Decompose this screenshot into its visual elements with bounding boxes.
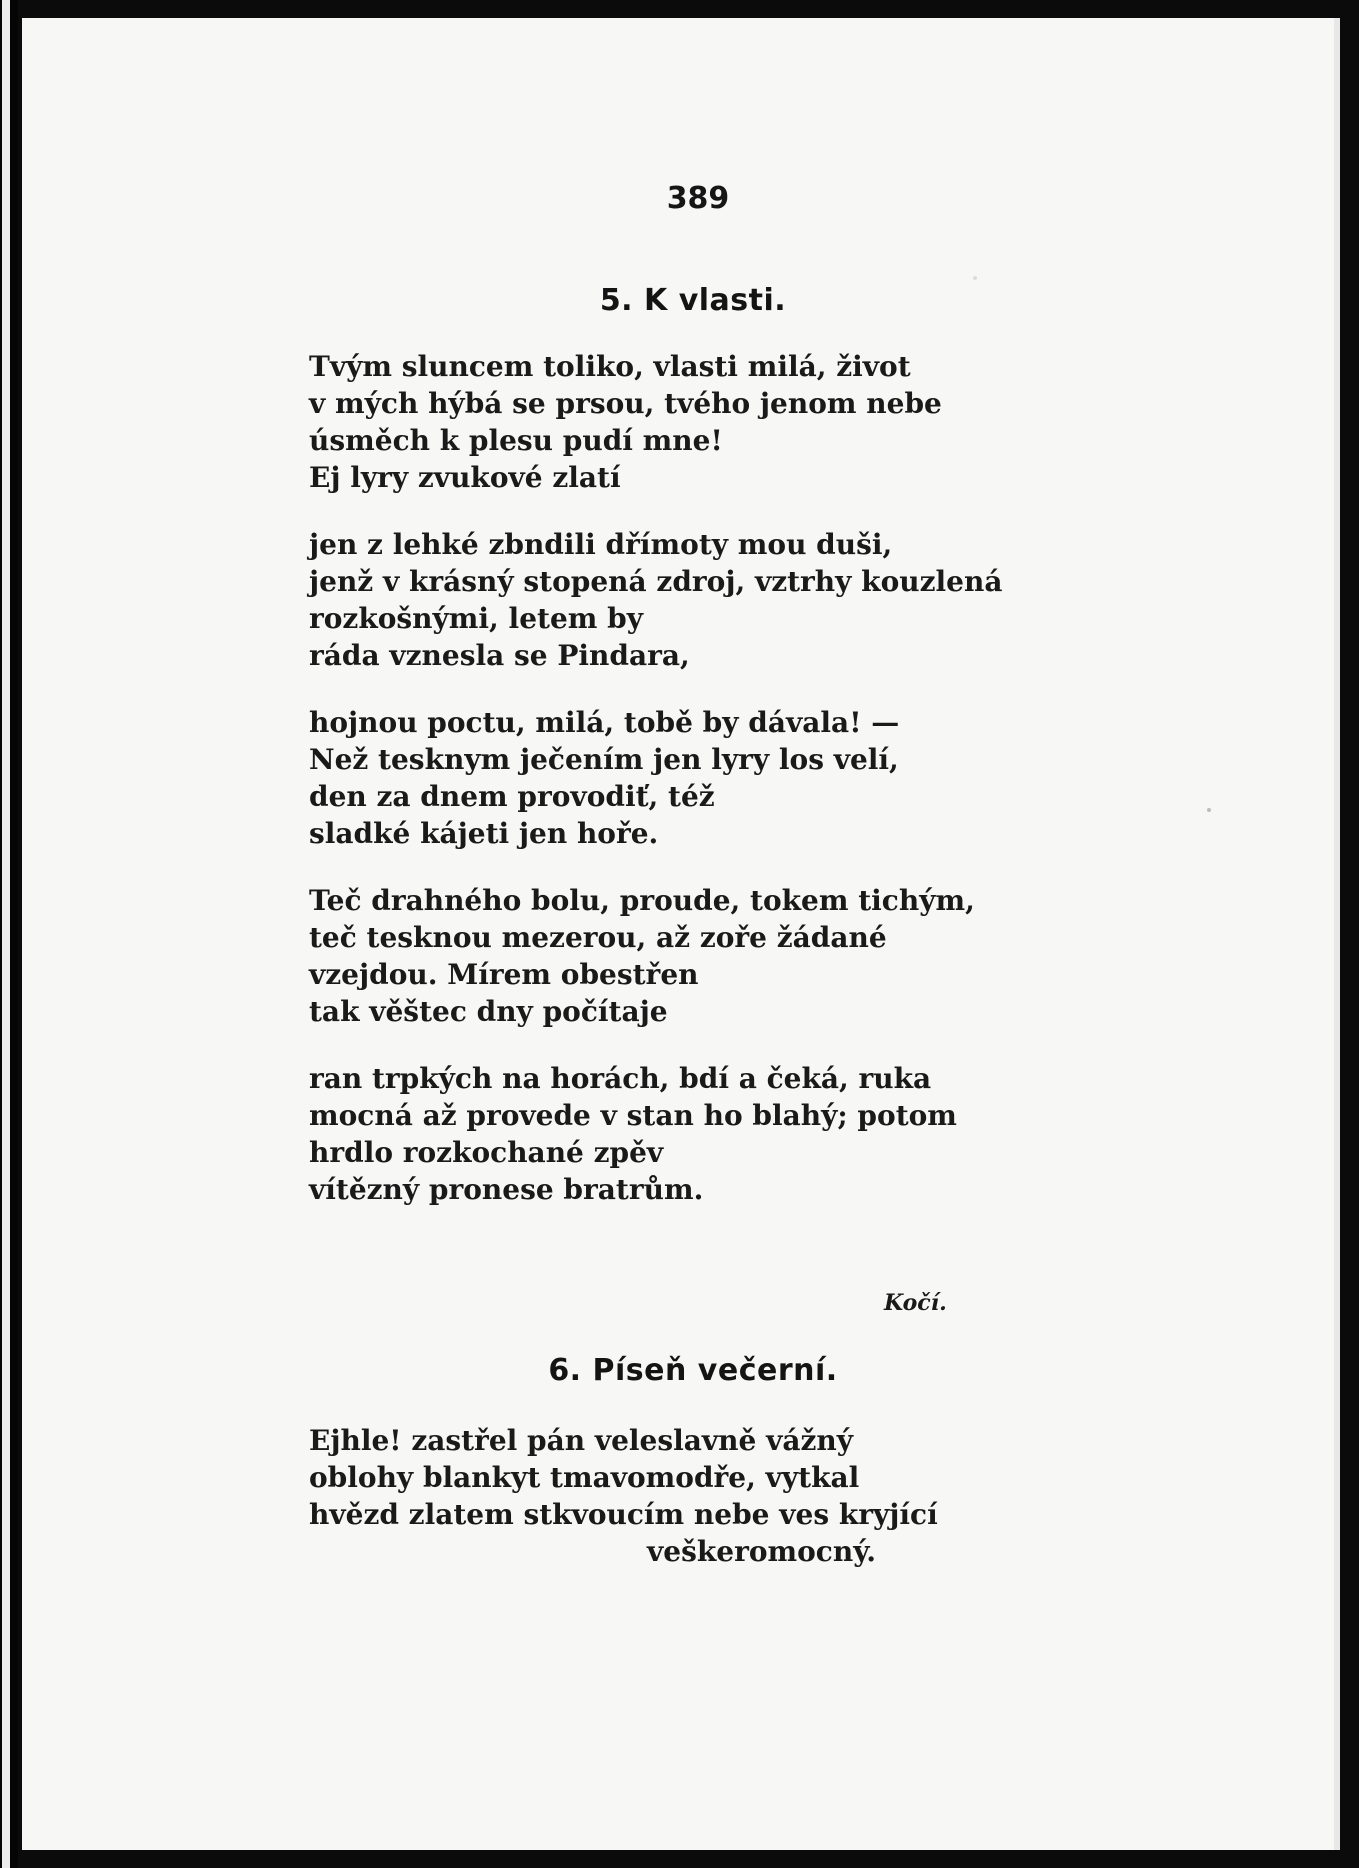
verse-line: vítězný pronese bratrům. <box>309 1173 704 1206</box>
verse-line: tak věštec dny počítaje <box>309 995 668 1028</box>
paper-speck <box>973 276 977 280</box>
scan-left-edge <box>0 0 18 1868</box>
verse-line: Teč drahného bolu, proude, tokem tichým, <box>309 884 975 917</box>
author-signature: Kočí. <box>884 1290 947 1316</box>
verse-line: den za dnem provodiť, též <box>309 780 715 813</box>
stanza-3 <box>309 704 1069 852</box>
verse-line: Ejhle! zastřel pán veleslavně vážný <box>309 1424 854 1457</box>
verse-line: ran trpkých na horách, bdí a čeká, ruka <box>309 1062 932 1095</box>
verse-line: ráda vznesla se Pindara, <box>309 639 690 672</box>
verse-line: hvězd zlatem stkvoucím nebe ves kryjící <box>309 1498 938 1531</box>
verse-line: v mých hýbá se prsou, tvého jenom nebe <box>309 387 942 420</box>
binding-strip <box>2 0 10 1868</box>
verse-line: teč tesknou mezerou, až zoře žádané <box>309 921 887 954</box>
verse-line: hrdlo rozkochané zpěv <box>309 1136 664 1169</box>
poem-k-vlasti <box>309 348 1069 1238</box>
verse-line: vzejdou. Mírem obestřen <box>309 958 699 991</box>
book-page <box>22 18 1340 1850</box>
stanza-5 <box>309 1060 1069 1208</box>
verse-line: úsměch k plesu pudí mne! <box>309 424 723 457</box>
stanza-4 <box>309 882 1069 1030</box>
poem-title-pisen-vecerni: 6. Píseň večerní. <box>548 1353 838 1388</box>
verse-line: Ej lyry zvukové zlatí <box>309 461 621 494</box>
poem-title-k-vlasti: 5. K vlasti. <box>599 283 787 318</box>
verse-line: mocná až provede v stan ho blahý; potom <box>309 1099 957 1132</box>
verse-line: jenž v krásný stopená zdroj, vztrhy kouzlená <box>309 565 1003 598</box>
stanza-1 <box>309 348 1069 496</box>
verse-line: Než tesknym ječením jen lyry los velí, <box>309 743 899 776</box>
verse-line: Tvým sluncem toliko, vlasti milá, život <box>309 350 911 383</box>
poem-pisen-vecerni <box>309 1422 1069 1600</box>
stanza-2 <box>309 526 1069 674</box>
verse-line: jen z lehké zbndili dřímoty mou duši, <box>309 528 893 561</box>
verse-line-indented: veškeromocný. <box>647 1535 877 1568</box>
verse-line: oblohy blankyt tmavomodře, vytkal <box>309 1461 860 1494</box>
stanza-1 <box>309 1422 1069 1570</box>
verse-line: hojnou poctu, milá, tobě by dávala! — <box>309 706 900 739</box>
verse-line: rozkošnými, letem by <box>309 602 643 635</box>
page-number: 389 <box>666 181 730 216</box>
paper-speck <box>1207 808 1211 812</box>
verse-line: sladké kájeti jen hoře. <box>309 817 659 850</box>
